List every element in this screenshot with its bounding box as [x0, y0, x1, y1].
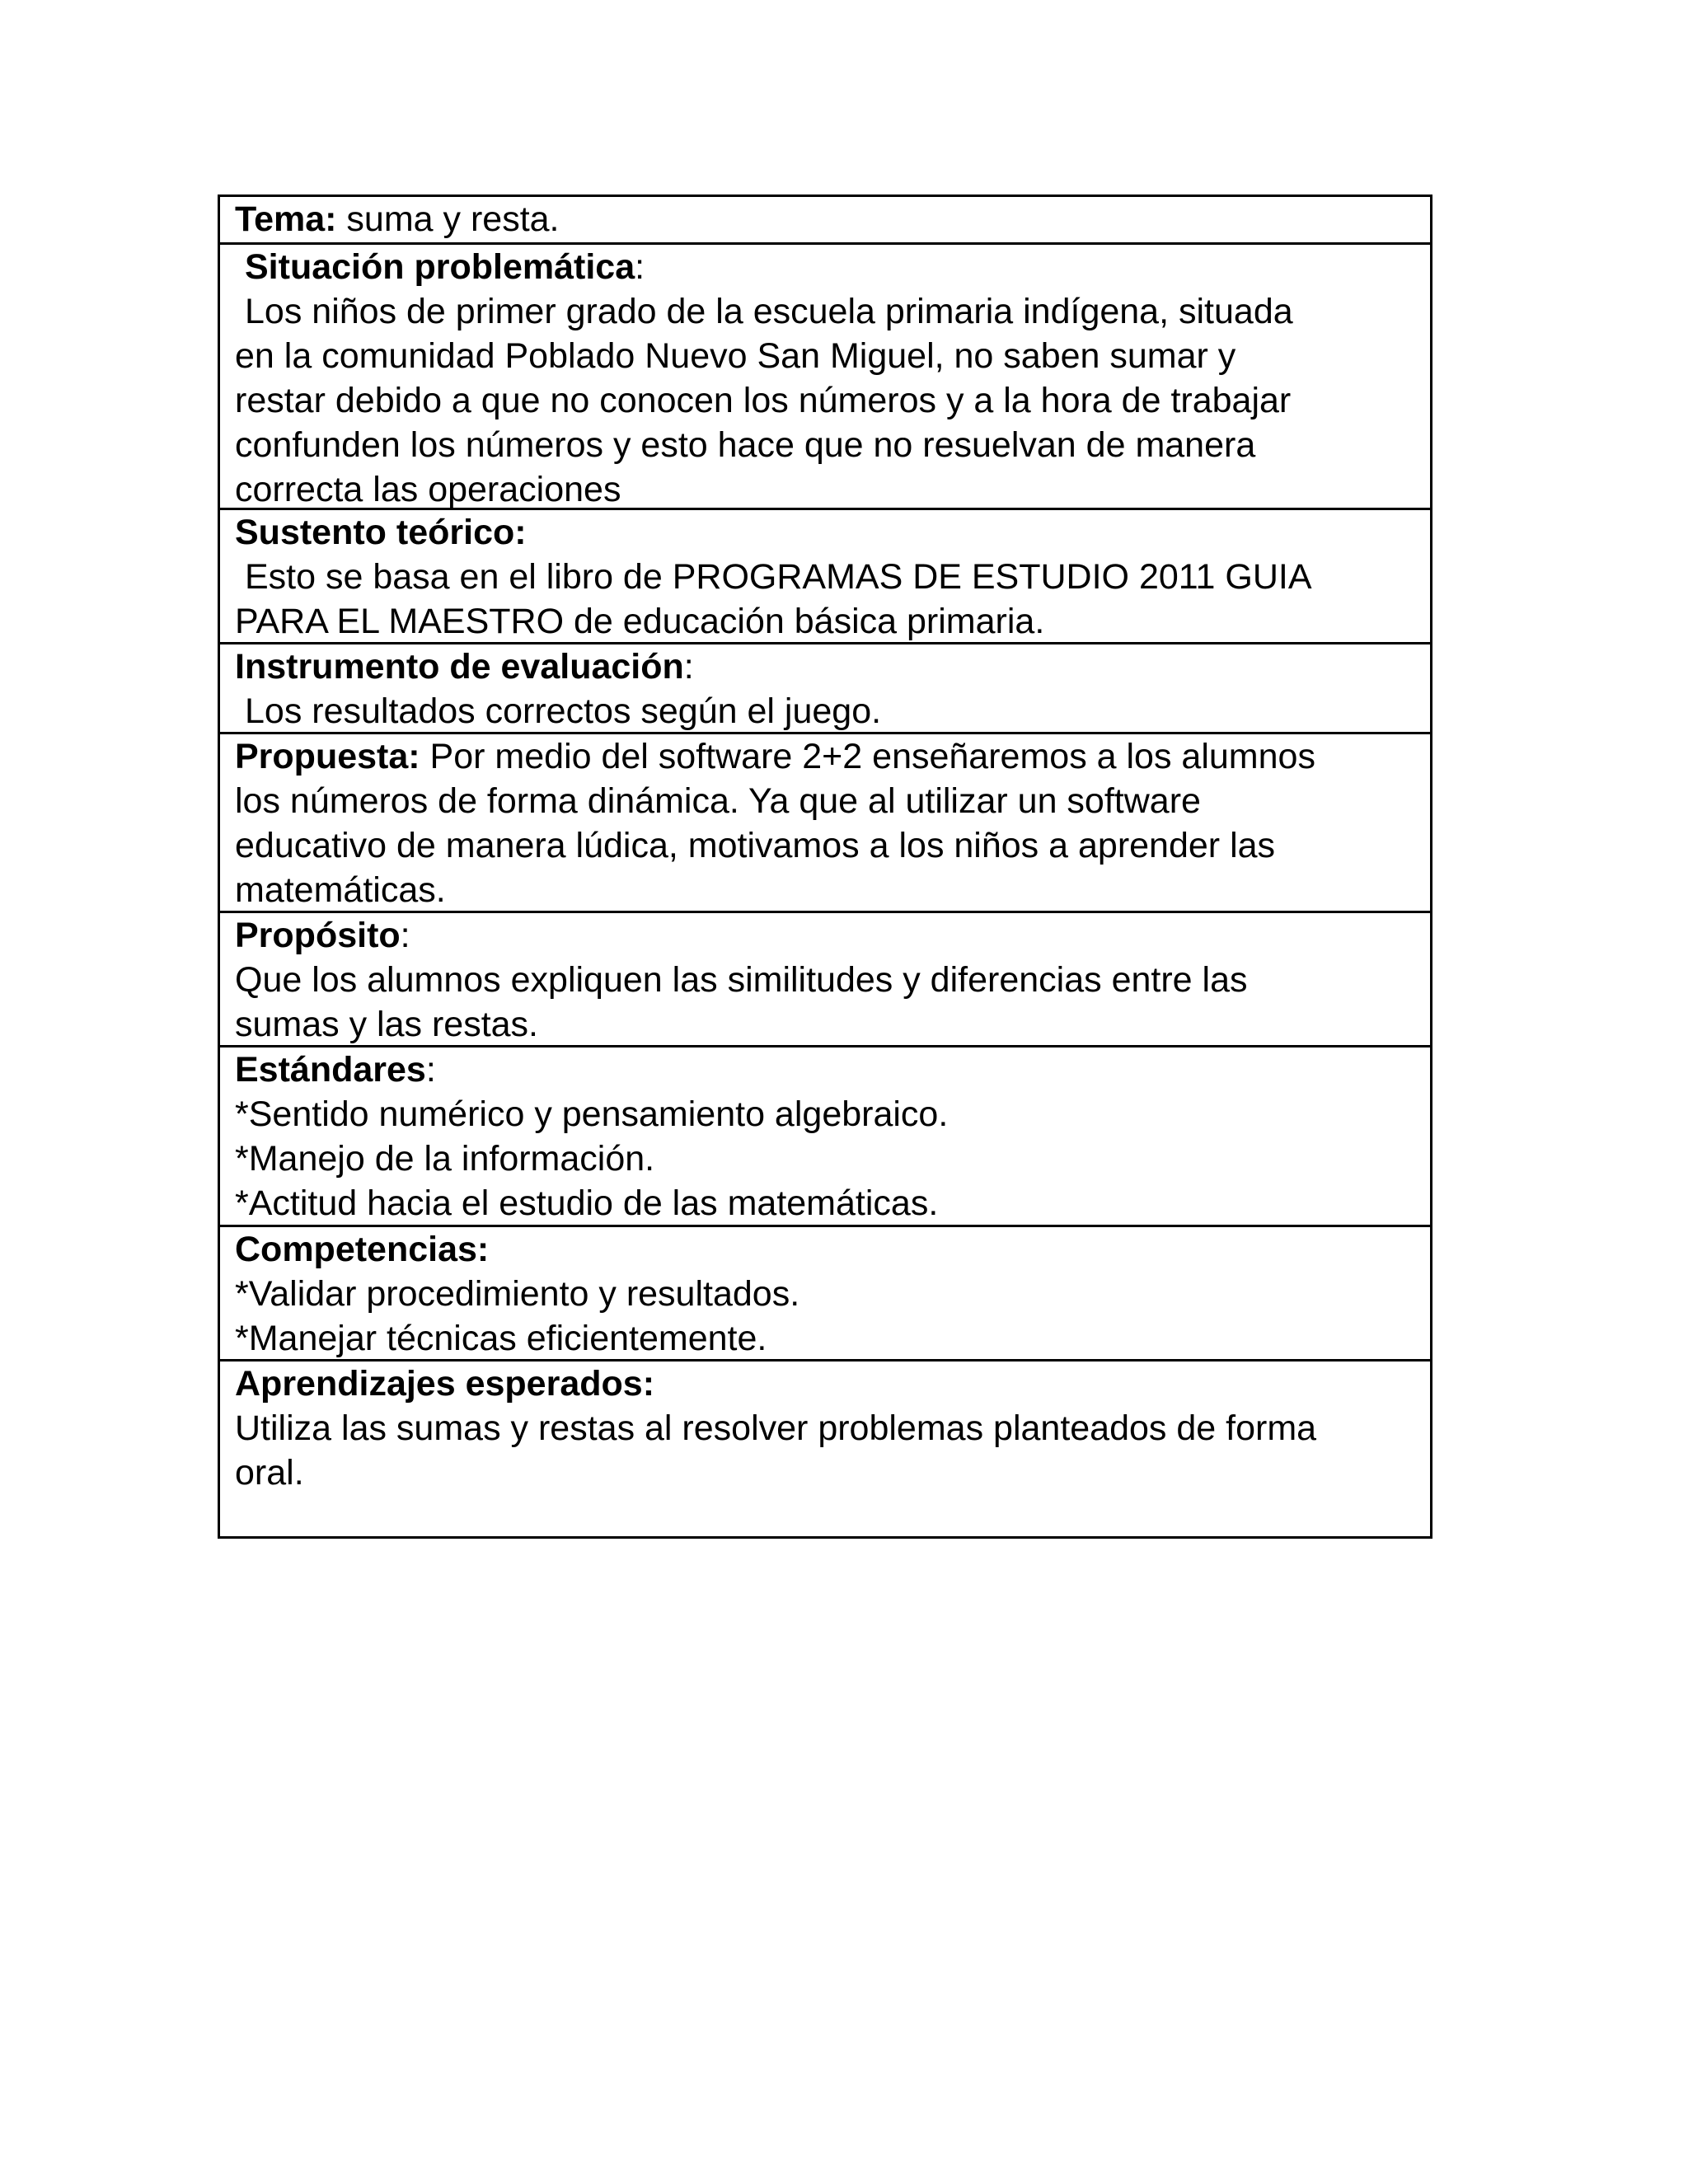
situacion-line: Los niños de primer grado de la escuela primaria indígena, situada	[245, 292, 1293, 331]
situacion-heading	[235, 245, 1422, 289]
situacion-line: restar debido a que no conocen los números y a la hora de trabajar	[235, 381, 1292, 420]
estandares-item: *Actitud hacia el estudio de las matemáticas.	[235, 1183, 939, 1223]
estandares-row	[220, 1045, 1430, 1225]
estandares-colon: :	[425, 1050, 436, 1090]
competencias-label: Competencias:	[235, 1230, 490, 1269]
propuesta-first-text: Por medio del software 2+2 enseñaremos a los alumnos	[420, 737, 1315, 776]
tema-label: Tema:	[235, 199, 337, 239]
estandares-label: Estándares	[235, 1050, 426, 1090]
proposito-line: Que los alumnos expliquen las similitudes y diferencias entre las	[235, 960, 1248, 1000]
competencias-item: *Manejar técnicas eficientemente.	[235, 1319, 767, 1358]
aprendizajes-label: Aprendizajes esperados:	[235, 1364, 655, 1404]
competencias-item: *Validar procedimiento y resultados.	[235, 1274, 800, 1314]
instrumento-colon: :	[683, 647, 694, 687]
estandares-heading	[235, 1047, 1422, 1092]
propuesta-first-line	[235, 734, 1422, 779]
situacion-line: confunden los números y esto hace que no resuelvan de manera	[235, 425, 1256, 465]
situacion-line: en la comunidad Poblado Nuevo San Miguel, no saben sumar y	[235, 336, 1236, 376]
proposito-row	[220, 911, 1430, 1045]
propuesta-row	[220, 732, 1430, 911]
instrumento-line: Los resultados correctos según el juego.	[245, 691, 882, 731]
lesson-plan-table	[218, 194, 1432, 1539]
propuesta-line: educativo de manera lúdica, motivamos a los niños a aprender las	[235, 826, 1276, 865]
proposito-label: Propósito	[235, 916, 401, 955]
propuesta-line: matemáticas.	[235, 870, 446, 910]
aprendizajes-line: Utiliza las sumas y restas al resolver problemas planteados de forma	[235, 1408, 1317, 1448]
proposito-heading	[235, 913, 1422, 958]
competencias-row	[220, 1225, 1430, 1359]
instrumento-row	[220, 642, 1430, 732]
propuesta-line: los números de forma dinámica. Ya que al utilizar un software	[235, 781, 1201, 821]
sustento-row	[220, 508, 1430, 642]
sustento-line: PARA EL MAESTRO de educación básica primaria.	[235, 602, 1045, 641]
situacion-colon: :	[635, 247, 645, 287]
estandares-item: *Sentido numérico y pensamiento algebraico.	[235, 1094, 949, 1134]
tema-line	[235, 197, 1422, 241]
sustento-line: Esto se basa en el libro de PROGRAMAS DE ESTUDIO 2011 GUIA	[245, 557, 1312, 597]
situacion-line: correcta las operaciones	[235, 470, 621, 509]
proposito-line: sumas y las restas.	[235, 1005, 538, 1044]
proposito-colon: :	[400, 916, 410, 955]
tema-row	[220, 197, 1430, 242]
instrumento-heading	[235, 644, 1422, 689]
situacion-label: Situación problemática	[245, 247, 635, 287]
tema-value: suma y resta.	[336, 199, 560, 239]
aprendizajes-row	[220, 1359, 1430, 1536]
propuesta-label: Propuesta:	[235, 737, 420, 776]
instrumento-label: Instrumento de evaluación	[235, 647, 684, 687]
situacion-row	[220, 242, 1430, 508]
sustento-label: Sustento teórico:	[235, 513, 527, 552]
aprendizajes-line: oral.	[235, 1453, 304, 1493]
estandares-item: *Manejo de la información.	[235, 1139, 655, 1179]
